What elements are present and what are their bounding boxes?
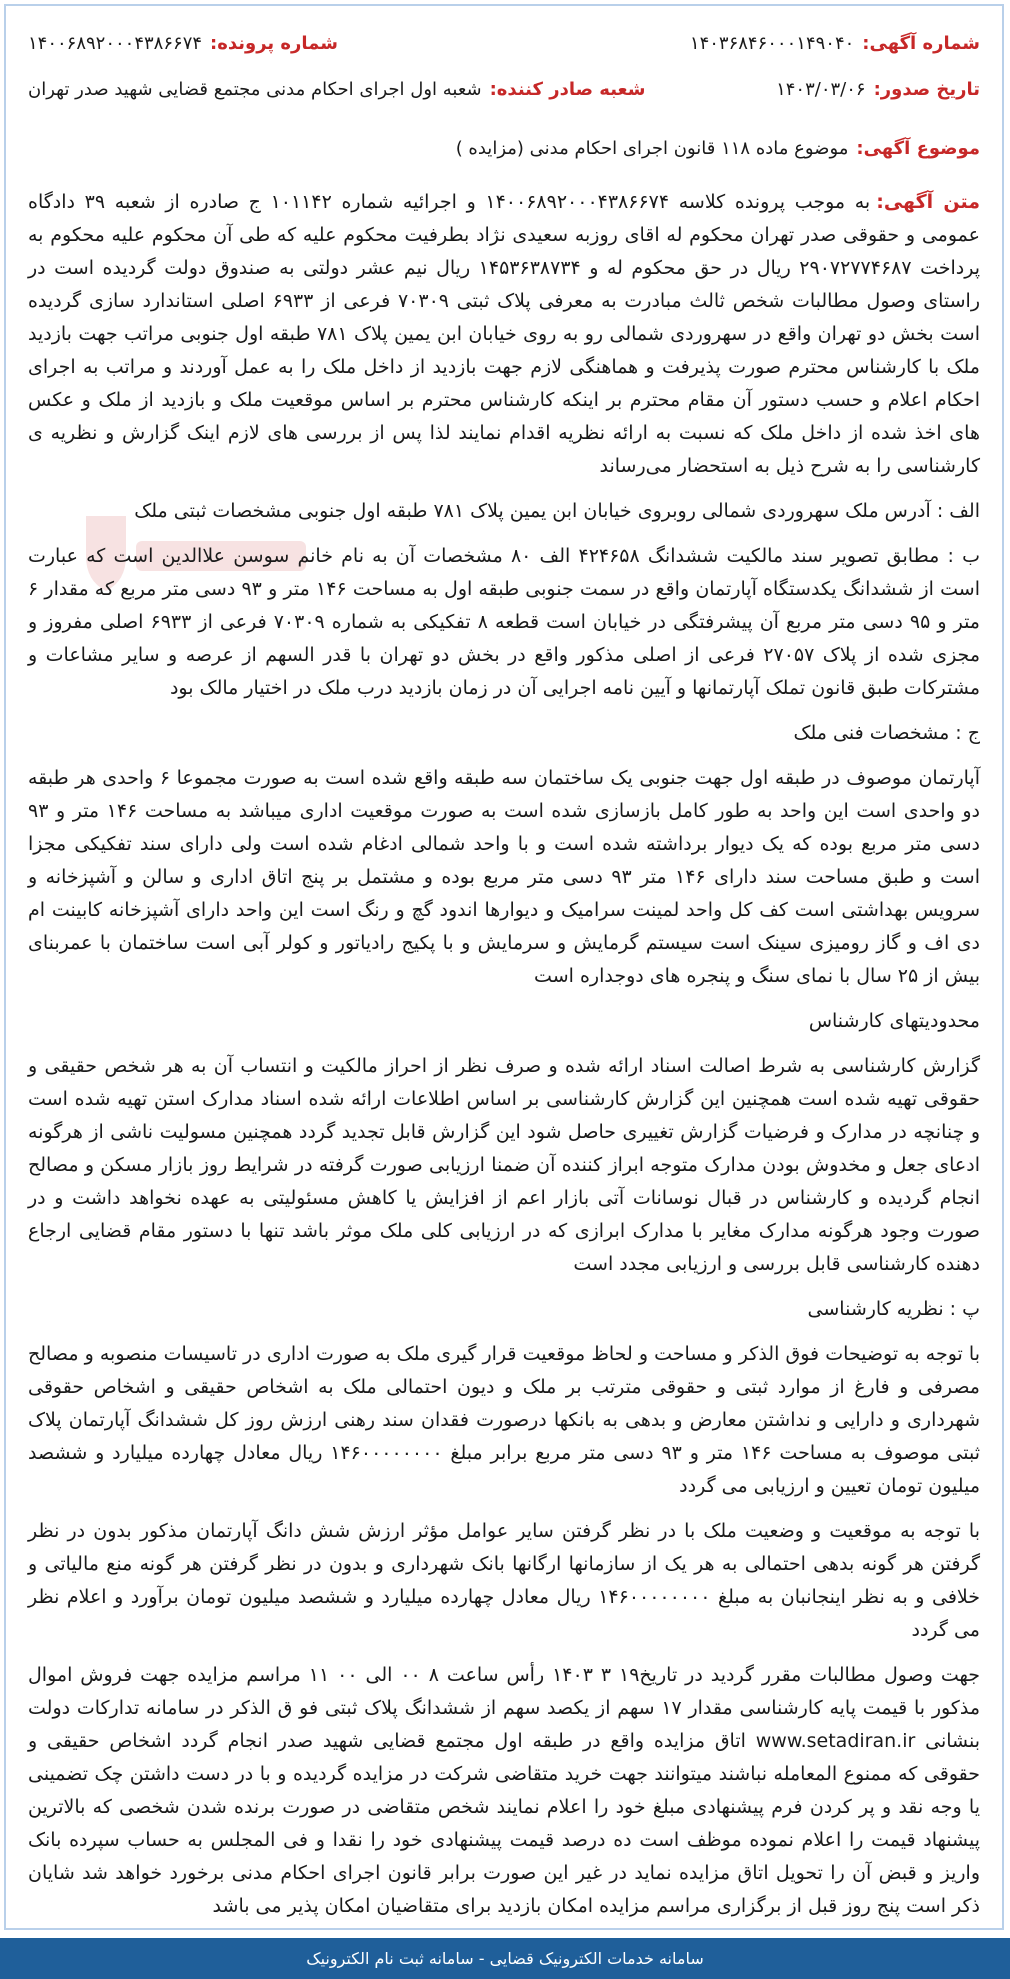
case-number-label: شماره پرونده: [210,32,338,54]
issuing-branch-label: شعبه صادر کننده: [489,78,646,100]
body-intro-paragraph [28,186,980,483]
notice-frame [4,4,1004,1930]
issuing-branch [28,79,645,100]
section-a: الف : آدرس ملک سهروردی شمالی روبروی خیابان ابن یمین پلاک ۷۸۱ طبقه اول جنوبی مشخصات ثبتی ملک [134,500,980,522]
notice-number-label: شماره آگهی: [862,32,980,54]
case-number-value: ۱۴۰۰۶۸۹۲۰۰۰۴۳۸۶۶۷۴ [28,32,203,54]
issuing-branch-value: شعبه اول اجرای احکام مدنی مجتمع قضایی شهید صدر تهران [28,78,482,100]
issue-date-value: ۱۴۰۳/۰۳/۰۶ [776,78,866,100]
opinion-heading: پ : نظریه کارشناسی [807,1298,980,1320]
limits-paragraph: گزارش کارشناسی به شرط اصالت اسناد ارائه شده و صرف نظر از احراز مالکیت و انتساب آن به هر شخص حقیقی و حقوقی تهیه شده است همچنین این گزارش کارشناسی بر اساس اطلاعات ارائه شده اسناد مدارک استن تهیه شده است و چنانچه در مدارک و فرضیات گزارش تغییری حاصل شود این گزارش قابل تجدید گردد همچنین مسولیت ناشی از هرگونه ادعای جعل و مخدوش بودن مدارک متوجه ابراز کننده آن ضمنا ارزیابی صورت گرفته در شرایط روز بازار مسکن و مصالح انجام گردیده و کارشناس در قبال نوسانات آتی بازار اعم از افزایش یا کاهش مسئولیتی به عهده نخواهد داشت و در صورت وجود هرگونه مدارک مغایر با مدارک ابرازی که در ارزیابی کلی ملک موثر باشد تنها با دستور مقام قضایی ارجاع دهنده کارشناسی قابل بررسی و ارزیابی مجدد است [28,1055,980,1275]
notice-body [28,186,980,1935]
issue-date [776,79,980,100]
auction-paragraph: جهت وصول مطالبات مقرر گردید در تاریخ۱۹ ۳ ۱۴۰۳ رأس ساعت ۸ ۰۰ الی ۰۰ ۱۱ مراسم مزایده جهت فروش اموال مذکور با قیمت پایه کارشناسی مقدار ۱۷ سهم از یکصد سهم از ششدانگ پلاک ثبتی فو ق الذکر در سامانه تدارکات دولت بنشانی www.setadiran.ir اتاق مزایده واقع در طبقه اول مجتمع قضایی شهید صدر انجام گردد اشخاص حقیقی و حقوقی که ممنوع المعامله نباشند میتوانند جهت خرید متقاضی شرکت در مزایده گردیده و با در دست داشتن چک تضمینی یا وجه نقد و پر کردن فرم پیشنهادی مبلغ خود را اعلام نمایند شخص متقاضی در صورت برنده شدن شخصی که بالاترین پیشنهاد قیمت را اعلام نموده موظف است ده درصد قیمت پیشنهادی خود را نقدا و فی المجلس به حساب سپرده بانک واریز و قبض آن را تحویل اتاق مزایده نماید در غیر این صورت برابر قانون اجرای احکام مدنی برخورد خواهد شد شایان ذکر است پنج روز قبل از برگزاری مراسم مزایده امکان بازدید برای متقاضیان امکان پذیر می باشد [28,1664,981,1917]
notice-number [690,33,980,54]
section-c: آپارتمان موصوف در طبقه اول جهت جنوبی یک ساختمان سه طبقه واقع شده است به صورت مجموعا ۶ واحدی هر طبقه دو واحدی است این واحد به طور کامل بازسازی شده است به صورت موقعیت اداری میباشد به مساحت ۱۴۶ متر و ۹۳ دسی متر مربع بوده که یک دیوار برداشته شده است و با واحد شمالی ادغام شده است ولی دارای سند تفکیکی مجزا است و طبق مساحت سند دارای ۱۴۶ متر ۹۳ دسی متر مربع بوده و مشتمل بر پنج اتاق اداری و سالن و آشپزخانه و سرویس بهداشتی است کف کل واحد لمینت سرامیک و دیوارها اندود گچ و رنگ است این واحد دارای آشپزخانه کابینت ام دی اف و گاز رومیزی سینک است سیستم گرمایش و سرمایش و با پکیج رادیاتور و کولر آبی است ساختمان با عمربنای بیش از ۲۵ سال با نمای سنگ و پنجره های دوجداره است [28,767,981,987]
section-c-heading: ج : مشخصات فنی ملک [793,722,980,744]
subject-label: موضوع آگهی: [856,138,980,159]
footer-text[interactable]: سامانه خدمات الکترونیک قضایی - سامانه ثبت نام الکترونیک [306,1949,704,1968]
limits-heading: محدودیتهای کارشناس [808,1010,980,1032]
valuation-paragraph: با توجه به موقعیت و وضعیت ملک با در نظر گرفتن سایر عوامل مؤثر ارزش شش دانگ آپارتمان مذکور بدون در نظر گرفتن هر گونه بدهی احتمالی به هر یک از سازمانها ارگانها بانک شهرداری و بدون در نظر گرفتن هر گونه منع مالیاتی و خلافی و به نظر اینجانبان به مبلغ ۱۴۶۰۰۰۰۰۰۰۰ ریال معادل چهارده میلیارد و ششصد میلیون تومان برآورد و اعلام نظر می گردد [28,1520,980,1641]
notice-number-value: ۱۴۰۳۶۸۴۶۰۰۰۱۴۹۰۴۰ [689,32,855,54]
site-footer [0,1938,1010,1979]
opinion-paragraph: با توجه به توضیحات فوق الذکر و مساحت و لحاظ موقعیت قرار گیری ملک به صورت اداری در تاسیسات منصوبه و مصالح مصرفی و فارغ از موارد ثبتی و حقوقی مترتب بر ملک و دیون احتمالی ملک به اشخاص حقیقی و اشخاص حقوقی شهرداری و دارایی و نداشتن معارض و بدهی به بانکها درصورت فقدان سند رهنی ارزش روز کل ششدانگ آپارتمان پلاک ثبتی موصوف به مساحت ۱۴۶ متر و ۹۳ دسی متر مربع برابر مبلغ ۱۴۶۰۰۰۰۰۰۰۰ ریال معادل چهارده میلیارد و ششصد میلیون تومان تعیین و ارزیابی می گردد [28,1343,980,1497]
body-lead-label: متن آگهی: [876,191,980,213]
notice-subject [28,138,980,159]
body-intro-text: به موجب پرونده کلاسه ۱۴۰۰۶۸۹۲۰۰۰۴۳۸۶۶۷۴ و اجرائیه شماره ۱۰۱۱۴۲ ج صادره از شعبه ۳۹ دادگاه عمومی و حقوقی صدر تهران محکوم له اقای روزبه سعیدی نژاد بطرفیت محکوم علیه که طی آن محکوم علیه محکوم به پرداخت ۲۹۰۷۲۷۷۴۶۸۷ ریال در حق محکوم له و ۱۴۵۳۶۳۸۷۳۴ ریال نیم عشر دولتی به صندوق دولت گردیده است در راستای وصول مطالبات شخص ثالث مبادرت به معرفی پلاک ثبتی ۷۰۳۰۹ فرعی از ۶۹۳۳ اصلی استاندارد سازی گردیده است بخش دو تهران واقع در سهروردی شمالی رو به روی خیابان ابن یمین پلاک ۷۸۱ طبقه اول جنوبی مراتب جهت بازدید ملک با کارشناس محترم صورت پذیرفت و هماهنگی لازم جهت بازدید از داخل ملک را به عمل آوردند و مراتب به اجرای احکام اعلام و حسب دستور آن مقام محترم بر اینکه کارشناس محترم بر اساس موقعیت ملک و بازدید از ملک و عکس های اخذ شده از داخل ملک که نسبت به ارائه نظریه اقدام نمایند لذا پس از بررسی های لازم اینک گزارش و نظریه ی کارشناسی را به شرح ذیل به استحضار می‌رساند [28,191,981,477]
meta-row-top [28,28,980,58]
case-number [28,33,338,54]
meta-row-second [28,74,980,104]
issue-date-label: تاریخ صدور: [873,78,980,100]
subject-value: موضوع ماده ۱۱۸ قانون اجرای احکام مدنی (مزایده ) [455,138,849,159]
section-b: ب : مطابق تصویر سند مالکیت ششدانگ ۴۲۴۶۵۸ الف ۸۰ مشخصات آن به نام خانم سوسن علاالدین است که عبارت است از ششدانگ یکدستگاه آپارتمان واقع در سمت جنوبی طبقه اول به مساحت ۱۴۶ متر و ۹۳ دسی متر مربع که مقدار ۶ متر و ۹۵ دسی متر مربع آن پیشرفتگی در خیابان است قطعه ۸ تفکیکی به شماره ۷۰۳۰۹ فرعی از ۶۹۳۳ اصلی مفروز و مجزی شده از پلاک ۲۷۰۵۷ فرعی از اصلی مذکور واقع در بخش دو تهران با قدر السهم از عرصه و سایر مشاعات و مشترکات طبق قانون تملک آپارتمانها و آیین نامه اجرایی آن در زمان بازدید درب ملک در اختیار مالک بود [28,545,981,699]
